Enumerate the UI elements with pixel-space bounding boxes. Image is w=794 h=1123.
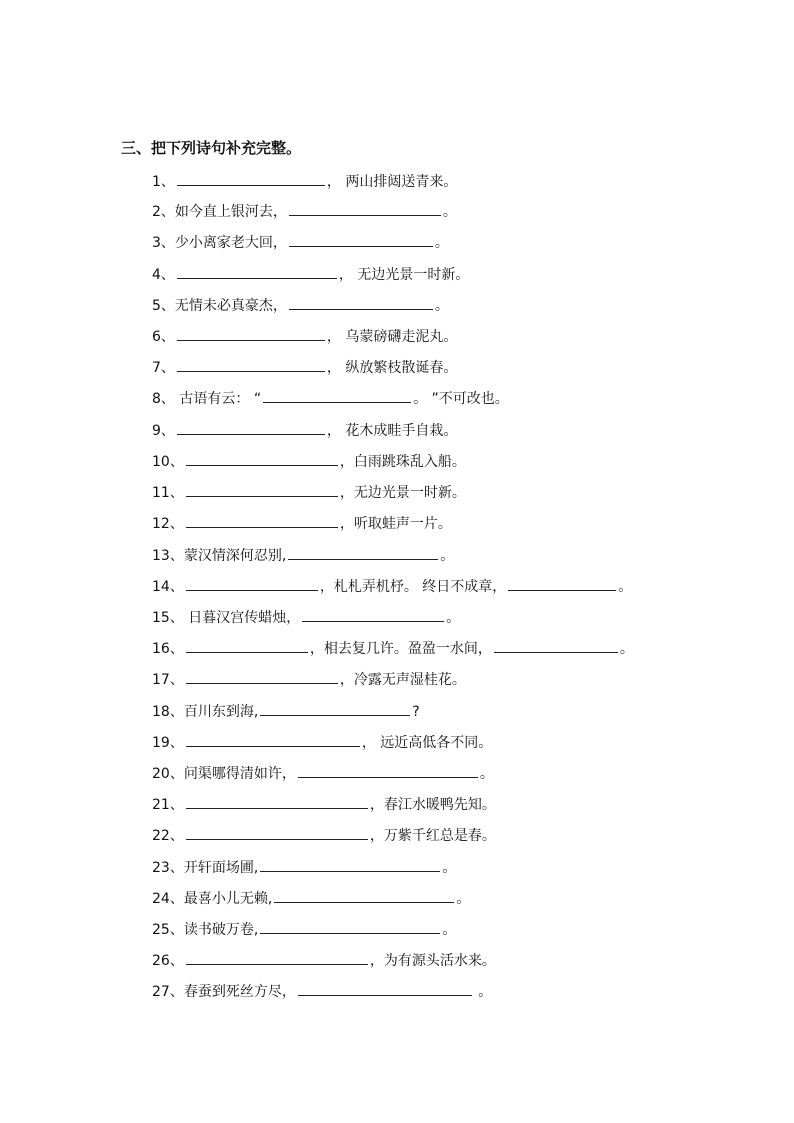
item-text: ? [412, 704, 420, 720]
answer-blank[interactable] [186, 482, 338, 497]
item-text: ，札札弄机杼。 终日不成章， [319, 579, 507, 595]
item-number: 3、 [152, 235, 175, 251]
item-number: 21、 [152, 797, 184, 813]
answer-blank[interactable] [177, 171, 325, 186]
item-text-after: 。 [619, 641, 634, 657]
poem-item-27 [152, 981, 492, 1001]
poem-item-26 [152, 950, 496, 970]
answer-blank[interactable] [186, 732, 360, 747]
poem-item-12 [152, 513, 452, 533]
item-text: ， 纵放繁枝散诞春。 [326, 360, 458, 376]
poem-item-2 [152, 201, 457, 221]
item-text-before: 如今直上银河去， [174, 204, 287, 220]
item-text: 。 ”不可改也。 [413, 391, 509, 407]
poem-item-8 [152, 388, 509, 408]
poem-item-16 [152, 638, 634, 658]
poem-item-13 [152, 545, 454, 565]
item-number: 4、 [152, 267, 175, 283]
item-number: 19、 [152, 735, 184, 751]
item-number: 11、 [152, 485, 184, 501]
answer-blank[interactable] [260, 701, 410, 716]
answer-blank[interactable] [177, 326, 325, 341]
item-text-before: 无情未必真豪杰， [174, 298, 287, 314]
item-number: 27、 [152, 984, 184, 1000]
answer-blank-2[interactable] [494, 638, 618, 653]
answer-blank[interactable] [298, 763, 478, 778]
item-number: 7、 [152, 360, 175, 376]
item-text: ， 远近高低各不同。 [361, 735, 493, 751]
answer-blank[interactable] [289, 201, 441, 216]
answer-blank[interactable] [186, 669, 338, 684]
item-text: 。 [442, 922, 457, 938]
poem-item-23 [152, 857, 456, 877]
item-text-after: 。 [618, 579, 633, 595]
poem-item-17 [152, 669, 466, 689]
item-text: ，万紫千红总是春。 [369, 828, 496, 844]
item-number: 6、 [152, 329, 175, 345]
item-number: 1、 [152, 174, 175, 190]
poem-item-5 [152, 295, 449, 315]
item-text-before: 古语有云： “ [174, 391, 262, 407]
answer-blank[interactable] [186, 950, 368, 965]
item-text-before: 蒙汉情深何忍别, [183, 548, 287, 564]
poem-item-11 [152, 482, 466, 502]
answer-blank[interactable] [186, 451, 338, 466]
item-number: 12、 [152, 516, 184, 532]
item-number: 5、 [152, 298, 175, 314]
poem-item-22 [152, 825, 496, 845]
item-text: ， 两山排闼送青来。 [326, 174, 458, 190]
item-number: 2、 [152, 204, 175, 220]
item-text: ，春江水暖鸭先知。 [369, 797, 496, 813]
item-number: 18、 [152, 704, 184, 720]
item-number: 24、 [152, 891, 184, 907]
item-text: ， 乌蒙磅礴走泥丸。 [326, 329, 458, 345]
answer-blank[interactable] [288, 545, 438, 560]
item-text: 。 [434, 235, 449, 251]
poem-item-7 [152, 357, 457, 377]
item-number: 9、 [152, 423, 175, 439]
answer-blank[interactable] [177, 264, 337, 279]
item-text: ，相去复几许。盈盈一水间， [309, 641, 492, 657]
item-text: ，白雨跳珠乱入船。 [339, 454, 466, 470]
item-text: 。 [473, 984, 493, 1000]
item-number: 14、 [152, 579, 184, 595]
item-number: 22、 [152, 828, 184, 844]
item-number: 20、 [152, 766, 184, 782]
item-number: 25、 [152, 922, 184, 938]
poem-item-6 [152, 326, 457, 346]
item-number: 17、 [152, 672, 184, 688]
item-number: 13、 [152, 548, 184, 564]
poem-item-15 [152, 607, 460, 627]
answer-blank-2[interactable] [508, 576, 616, 591]
poem-item-3 [152, 232, 449, 252]
answer-blank[interactable] [177, 420, 325, 435]
item-number: 10、 [152, 454, 184, 470]
answer-blank[interactable] [186, 825, 368, 840]
item-number: 26、 [152, 953, 184, 969]
item-text: ，听取蛙声一片。 [339, 516, 452, 532]
item-number: 16、 [152, 641, 184, 657]
poem-item-4 [152, 264, 469, 284]
item-number: 15、 [152, 610, 184, 626]
poem-item-21 [152, 794, 496, 814]
item-text: 。 [456, 891, 471, 907]
answer-blank[interactable] [263, 388, 411, 403]
item-text-before: 最喜小儿无赖, [183, 891, 273, 907]
item-text: ，冷露无声湿桂花。 [339, 672, 466, 688]
answer-blank[interactable] [186, 794, 368, 809]
poem-item-18 [152, 701, 420, 721]
item-text: ，无边光景一时新。 [339, 485, 466, 501]
item-text-before: 问渠哪得清如许， [183, 766, 296, 782]
poem-item-24 [152, 888, 470, 908]
item-text: 。 [446, 610, 461, 626]
answer-blank[interactable] [289, 295, 433, 310]
item-number: 8、 [152, 391, 175, 407]
item-text: 。 [442, 204, 457, 220]
item-text: 。 [479, 766, 494, 782]
answer-blank[interactable] [302, 607, 444, 622]
answer-blank[interactable] [186, 513, 338, 528]
item-text: ， 花木成畦手自栽。 [326, 423, 458, 439]
item-text: 。 [434, 298, 449, 314]
item-text: ，为有源头活水来。 [369, 953, 496, 969]
poem-item-9 [152, 420, 457, 440]
item-text-before: 开轩面场圃, [183, 860, 259, 876]
item-text-before: 春蚕到死丝方尽， [183, 984, 296, 1000]
item-text: 。 [442, 860, 457, 876]
item-text-before: 读书破万卷, [183, 922, 259, 938]
item-number: 23、 [152, 860, 184, 876]
answer-blank[interactable] [186, 638, 308, 653]
poem-item-19 [152, 732, 492, 752]
poem-item-25 [152, 919, 456, 939]
poem-item-14 [152, 576, 632, 596]
answer-blank[interactable] [177, 357, 325, 372]
item-text-before: 日暮汉宫传蜡烛， [183, 610, 301, 626]
poem-item-10 [152, 451, 466, 471]
item-text: ， 无边光景一时新。 [338, 267, 470, 283]
poem-item-20 [152, 763, 494, 783]
answer-blank[interactable] [289, 232, 433, 247]
item-text: 。 [440, 548, 455, 564]
poem-item-1 [152, 171, 457, 191]
answer-blank[interactable] [298, 981, 472, 996]
answer-blank[interactable] [186, 576, 318, 591]
answer-blank[interactable] [260, 857, 440, 872]
item-text-before: 百川东到海, [183, 704, 259, 720]
section-title: 三、把下列诗句补充完整。 [121, 139, 302, 157]
answer-blank[interactable] [274, 888, 454, 903]
item-text-before: 少小离家老大回， [174, 235, 287, 251]
answer-blank[interactable] [260, 919, 440, 934]
